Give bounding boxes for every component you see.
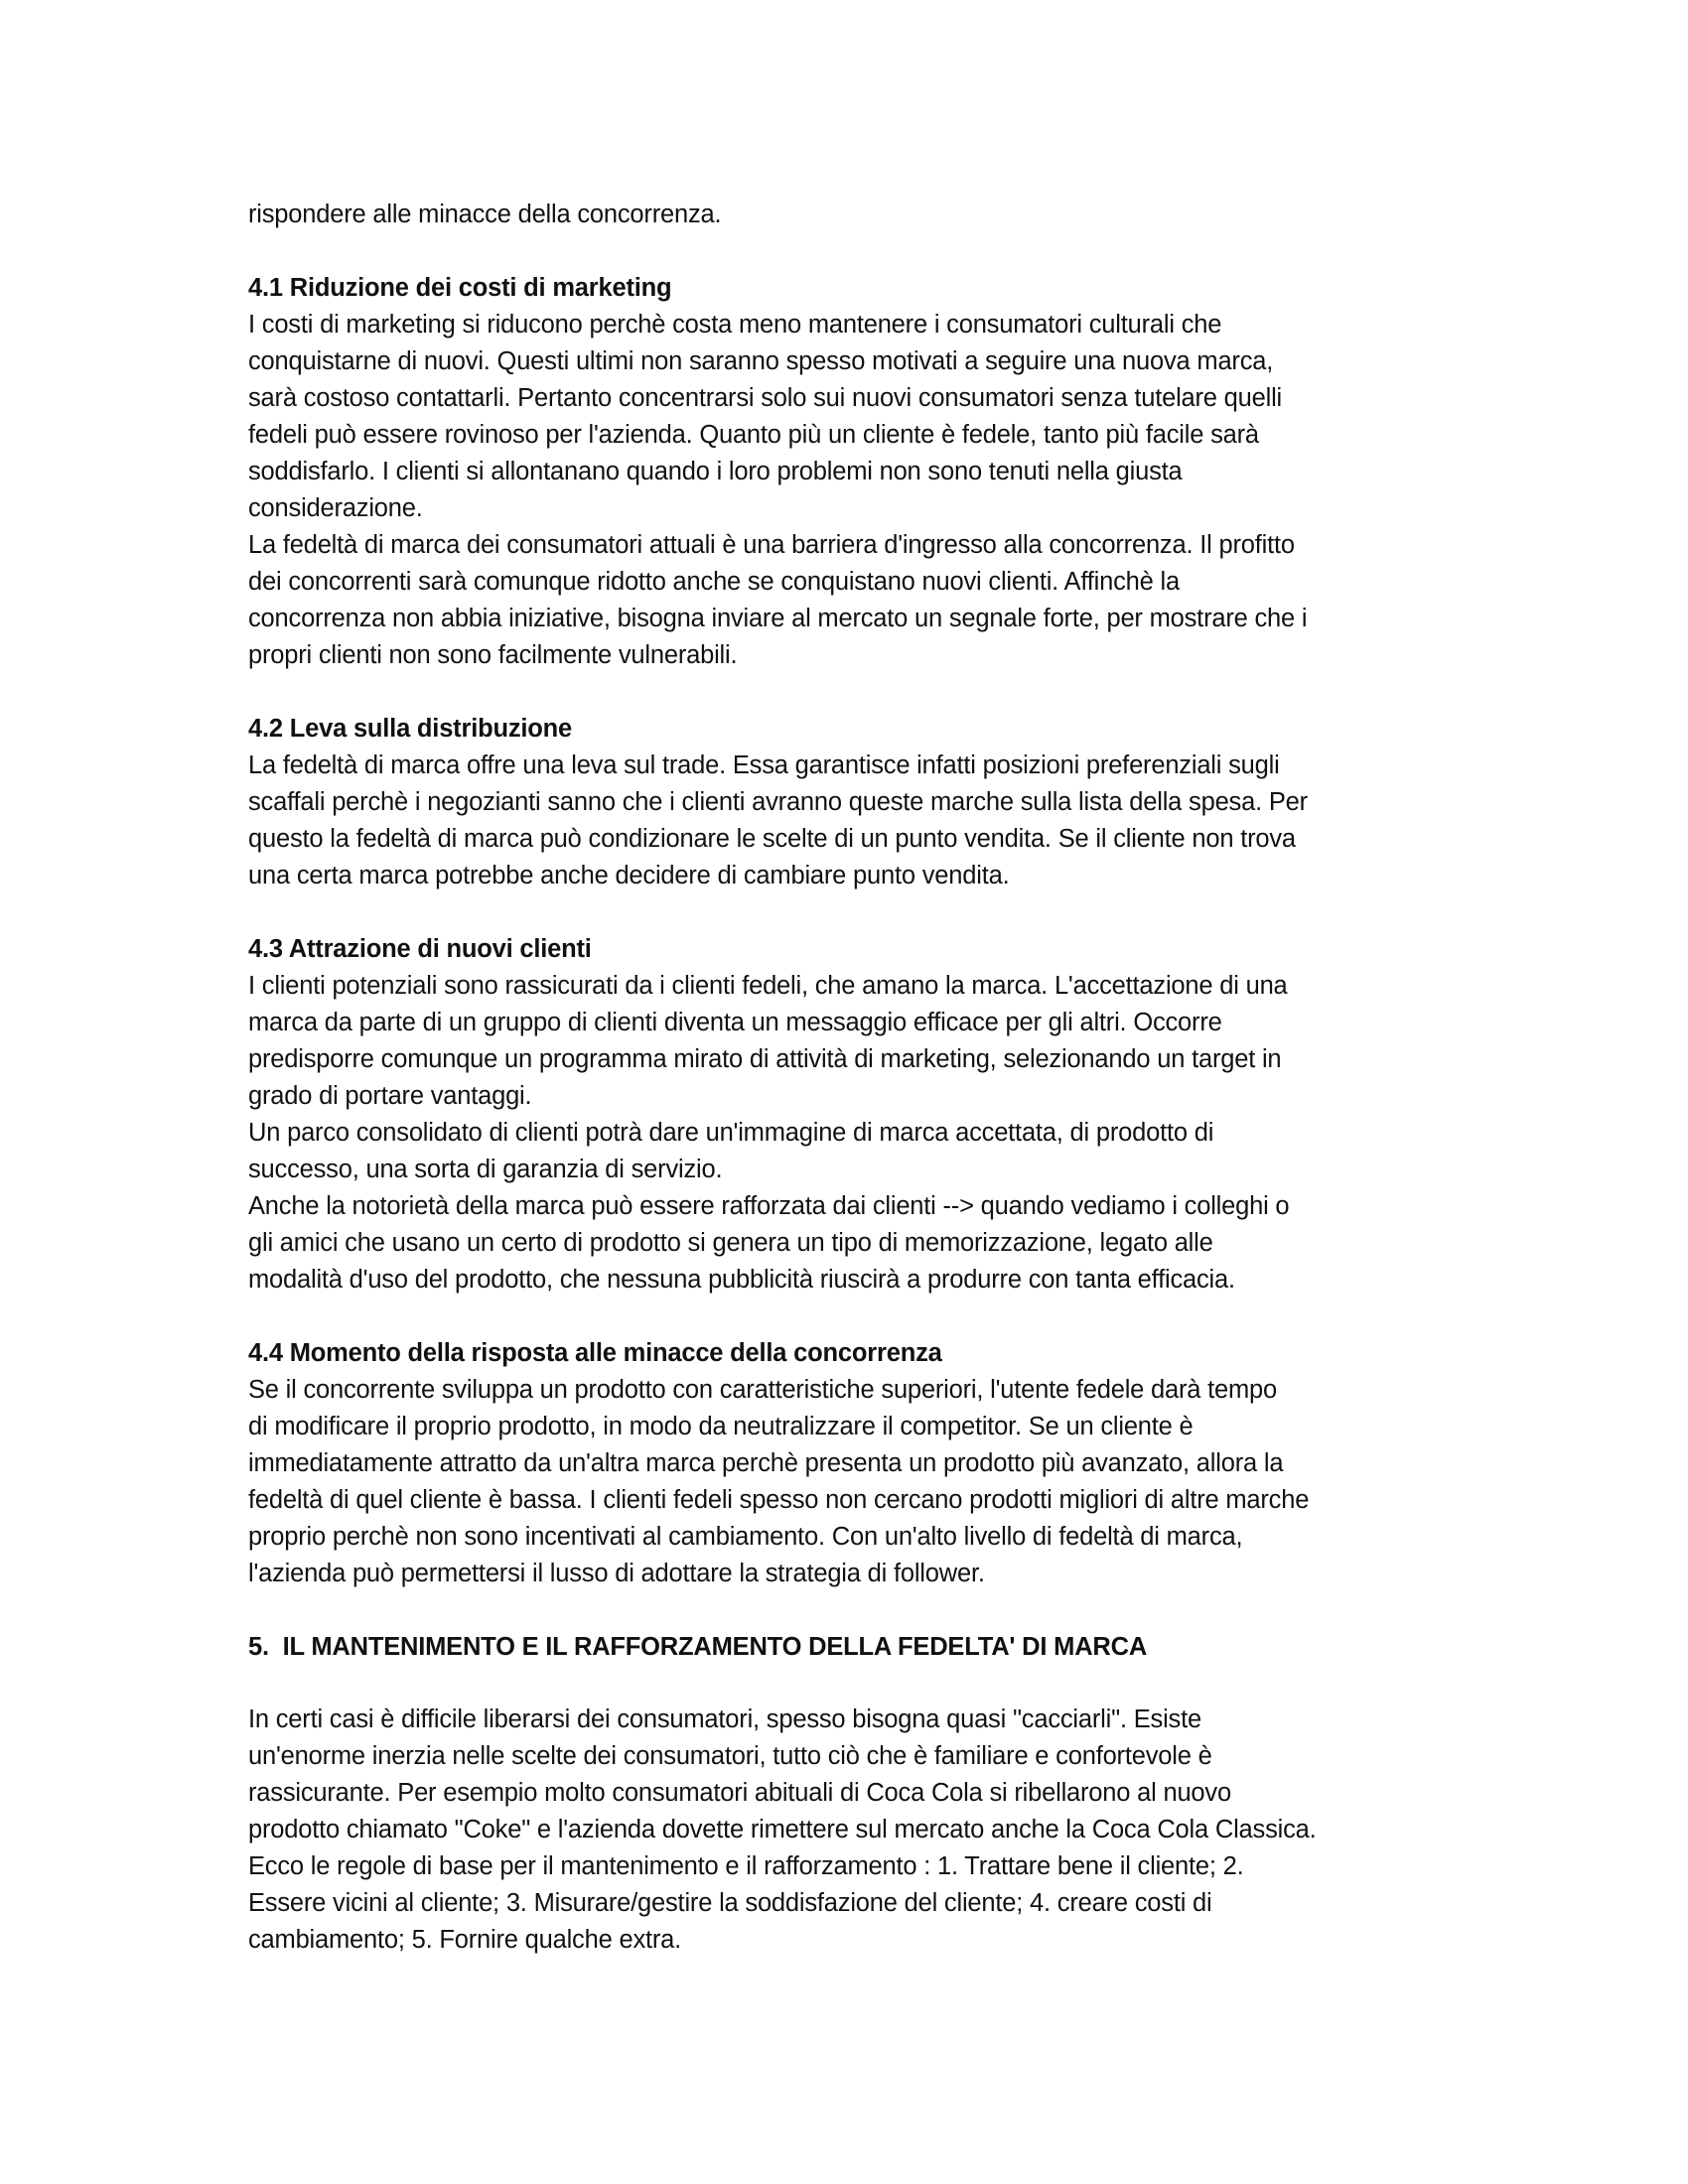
paragraph-line: immediatamente attratto da un'altra marca perchè presenta un prodotto più avanzato, allora la: [248, 1449, 1284, 1477]
paragraph-line: marca da parte di un gruppo di clienti diventa un messaggio efficace per gli altri. Occorre: [248, 1009, 1222, 1036]
paragraph-line: un'enorme inerzia nelle scelte dei consumatori, tutto ciò che è familiare e confortevole è: [248, 1742, 1212, 1770]
paragraph-line: successo, una sorta di garanzia di servizio.: [248, 1156, 723, 1183]
document-page: [248, 197, 1440, 1959]
chapter-title: IL MANTENIMENTO E IL RAFFORZAMENTO DELLA FEDELTA' DI MARCA: [282, 1633, 1148, 1661]
paragraph-line: scaffali perchè i negozianti sanno che i clienti avranno queste marche sulla lista della spesa. Per: [248, 788, 1308, 816]
paragraph-line: gli amici che usano un certo di prodotto si genera un tipo di memorizzazione, legato alle: [248, 1229, 1213, 1257]
paragraph-line: Se il concorrente sviluppa un prodotto con caratteristiche superiori, l'utente fedele darà tempo: [248, 1376, 1278, 1404]
paragraph-line: Essere vicini al cliente; 3. Misurare/gestire la soddisfazione del cliente; 4. creare costi di: [248, 1889, 1212, 1917]
paragraph-line: I costi di marketing si riducono perchè costa meno mantenere i consumatori culturali che: [248, 311, 1222, 339]
paragraph-line: una certa marca potrebbe anche decidere di cambiare punto vendita.: [248, 862, 1010, 889]
chapter-heading-5: [248, 1629, 1440, 1666]
paragraph-line: La fedeltà di marca dei consumatori attuali è una barriera d'ingresso alla concorrenza. Il profitto: [248, 531, 1295, 559]
paragraph-line: soddisfarlo. I clienti si allontanano quando i loro problemi non sono tenuti nella giusta: [248, 458, 1183, 485]
paragraph-line: grado di portare vantaggi.: [248, 1082, 532, 1110]
paragraph-line: modalità d'uso del prodotto, che nessuna pubblicità riuscirà a produrre con tanta efficacia.: [248, 1266, 1235, 1294]
section-heading-4-1: 4.1 Riduzione dei costi di marketing: [248, 274, 672, 302]
paragraph-line: cambiamento; 5. Fornire qualche extra.: [248, 1926, 682, 1954]
paragraph-line: di modificare il proprio prodotto, in modo da neutralizzare il competitor. Se un cliente è: [248, 1413, 1194, 1440]
paragraph-line: Ecco le regole di base per il mantenimento e il rafforzamento : 1. Trattare bene il cliente; 2.: [248, 1852, 1244, 1880]
paragraph-line: dei concorrenti sarà comunque ridotto anche se conquistano nuovi clienti. Affinchè la: [248, 568, 1180, 596]
paragraph-line: predisporre comunque un programma mirato di attività di marketing, selezionando un target in: [248, 1045, 1282, 1073]
paragraph-line: prodotto chiamato "Coke" e l'azienda dovette rimettere sul mercato anche la Coca Cola Classica.: [248, 1816, 1317, 1843]
chapter-number: 5.: [248, 1633, 269, 1661]
paragraph-line: considerazione.: [248, 494, 423, 522]
paragraph-line: conquistarne di nuovi. Questi ultimi non saranno spesso motivati a seguire una nuova marca,: [248, 347, 1274, 375]
paragraph-line: fedeli può essere rovinoso per l'azienda. Quanto più un cliente è fedele, tanto più facile sarà: [248, 421, 1259, 449]
paragraph-line: concorrenza non abbia iniziative, bisogna inviare al mercato un segnale forte, per mostrare che i: [248, 605, 1308, 632]
section-heading-4-3: 4.3 Attrazione di nuovi clienti: [248, 935, 592, 963]
paragraph-line: propri clienti non sono facilmente vulnerabili.: [248, 641, 738, 669]
paragraph-line: rassicurante. Per esempio molto consumatori abituali di Coca Cola si ribellarono al nuovo: [248, 1779, 1231, 1807]
paragraph-line: In certi casi è difficile liberarsi dei consumatori, spesso bisogna quasi "cacciarli". Esiste: [248, 1706, 1201, 1733]
paragraph-line: fedeltà di quel cliente è bassa. I clienti fedeli spesso non cercano prodotti migliori di altre marche: [248, 1486, 1310, 1514]
paragraph-line: proprio perchè non sono incentivati al cambiamento. Con un'alto livello di fedeltà di marca,: [248, 1523, 1243, 1551]
paragraph-line: I clienti potenziali sono rassicurati da i clienti fedeli, che amano la marca. L'accettazione di una: [248, 972, 1288, 1000]
intro-line: rispondere alle minacce della concorrenza.: [248, 201, 722, 228]
section-heading-4-2: 4.2 Leva sulla distribuzione: [248, 715, 572, 743]
paragraph-line: l'azienda può permettersi il lusso di adottare la strategia di follower.: [248, 1560, 985, 1587]
paragraph-line: sarà costoso contattarli. Pertanto concentrarsi solo sui nuovi consumatori senza tutelare quelli: [248, 384, 1283, 412]
section-heading-4-4: 4.4 Momento della risposta alle minacce della concorrenza: [248, 1339, 942, 1367]
paragraph-line: questo la fedeltà di marca può condizionare le scelte di un punto vendita. Se il cliente non trova: [248, 825, 1296, 853]
paragraph-line: La fedeltà di marca offre una leva sul trade. Essa garantisce infatti posizioni preferenziali sugli: [248, 751, 1280, 779]
paragraph-line: Anche la notorietà della marca può essere rafforzata dai clienti --> quando vediamo i colleghi o: [248, 1192, 1290, 1220]
paragraph-line: Un parco consolidato di clienti potrà dare un'immagine di marca accettata, di prodotto di: [248, 1119, 1214, 1147]
